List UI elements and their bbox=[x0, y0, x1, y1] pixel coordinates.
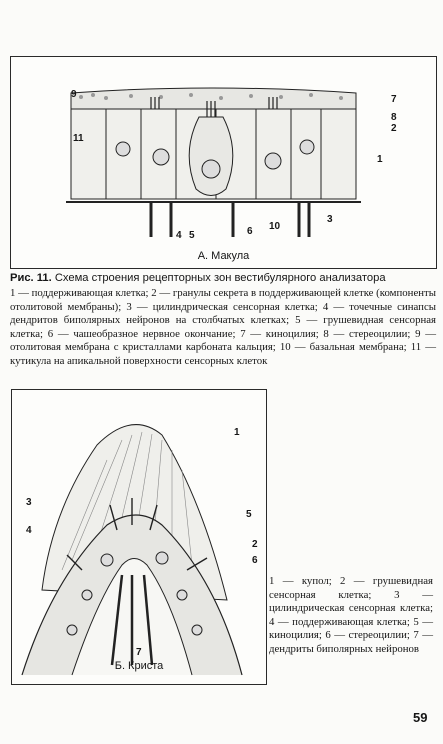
crista-label-1: 1 bbox=[234, 427, 240, 438]
crista-label-6: 6 bbox=[252, 555, 258, 566]
crista-label-4: 4 bbox=[26, 525, 32, 536]
macula-label-1: 1 bbox=[377, 154, 383, 165]
macula-label-11: 11 bbox=[73, 133, 84, 144]
macula-label-5: 5 bbox=[189, 230, 195, 241]
crista-caption: Б. Криста bbox=[114, 660, 164, 672]
macula-label-8: 8 bbox=[391, 112, 397, 123]
figure-macula bbox=[10, 56, 437, 269]
figure-crista bbox=[11, 389, 267, 685]
figure-title-text: Схема строения рецепторных зон вестибулярного анализатора bbox=[54, 272, 386, 284]
crista-label-5: 5 bbox=[246, 509, 252, 520]
figure-number: Рис. 11. bbox=[10, 272, 52, 284]
macula-label-10: 10 bbox=[269, 221, 281, 232]
macula-label-6: 6 bbox=[247, 226, 253, 237]
macula-label-2: 2 bbox=[391, 123, 397, 134]
macula-legend: 1 — поддерживающая клетка; 2 — гранулы секрета в поддерживающей клетке (компоненты отолитовой мембраны); 3 — цилиндрическая сенсорная клетка; 4 — точечные синапсы дендритов биполярных нейронов на столбчатых клетках; 5 — грушевидная сенсорная клетка; 6 — чашеобразное нервное окончание; 7 — киноцилия; 8 — стереоцилии; 9 — отолитовая мембрана с кристаллами карбоната кальция; 10 — базальная мембрана; 11 — кутикула на апикальной поверхности сенсорных клеток bbox=[10, 287, 436, 367]
macula-label-3: 3 bbox=[327, 214, 333, 225]
crista-label-7: 7 bbox=[136, 647, 142, 658]
macula-label-9: 9 bbox=[71, 89, 77, 100]
macula-caption: А. Макула bbox=[197, 250, 250, 262]
crista-legend: 1 — купол; 2 — грушевидная сенсорная клетка; 3 — цилиндрическая сенсорная клетка; 4 — поддерживающая клетка; 5 — киноцилия; 6 — стереоцилии; 7 — дендриты биполярных нейронов bbox=[269, 575, 433, 655]
macula-label-7: 7 bbox=[391, 94, 397, 105]
crista-illustration bbox=[12, 390, 266, 684]
crista-label-3: 3 bbox=[26, 497, 32, 508]
figure-title bbox=[10, 271, 436, 285]
macula-label-4: 4 bbox=[176, 230, 182, 241]
page-number: 59 bbox=[413, 710, 428, 725]
crista-label-2: 2 bbox=[252, 539, 258, 550]
